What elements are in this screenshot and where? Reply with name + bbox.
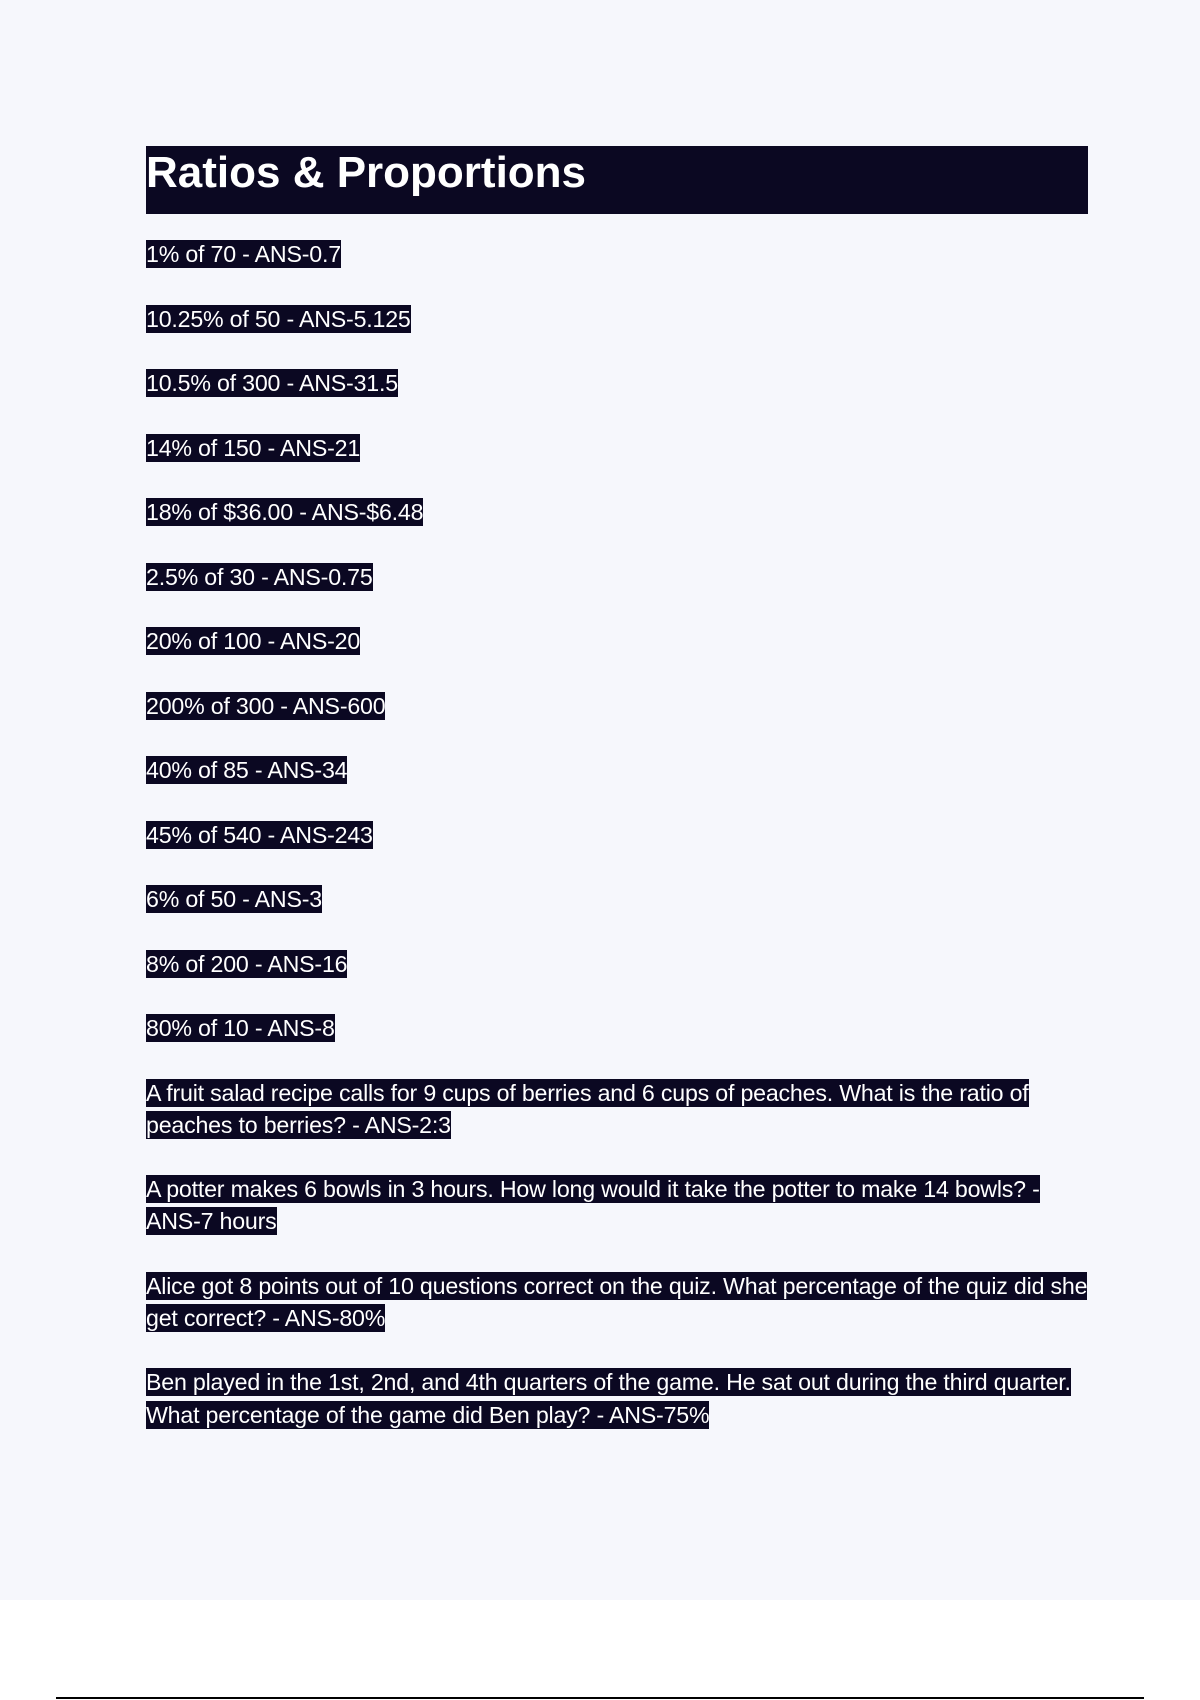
qa-item [146, 1366, 1088, 1431]
qa-text: Ben played in the 1st, 2nd, and 4th quarters of the game. He sat out during the third quarter. What percentage of the game did Ben play? - ANS-75% [146, 1369, 1071, 1428]
qa-text: 18% of $36.00 - ANS-$6.48 [146, 499, 424, 525]
qa-text: Alice got 8 points out of 10 questions correct on the quiz. What percentage of the quiz did she get correct? - ANS-80% [146, 1272, 1088, 1331]
qa-item [146, 303, 1088, 335]
qa-text: 40% of 85 - ANS-34 [146, 757, 348, 783]
qa-text: A potter makes 6 bowls in 3 hours. How long would it take the potter to make 14 bowls? - ANS-7 hours [146, 1176, 1040, 1235]
qa-text: 10.5% of 300 - ANS-31.5 [146, 370, 398, 396]
qa-text: 80% of 10 - ANS-8 [146, 1015, 335, 1041]
qa-item [146, 367, 1088, 399]
qa-item [146, 690, 1088, 722]
qa-item [146, 1012, 1088, 1044]
qa-text: 1% of 70 - ANS-0.7 [146, 241, 341, 267]
footer-divider [56, 1697, 1144, 1699]
qa-item [146, 754, 1088, 786]
qa-item [146, 432, 1088, 464]
qa-text: 2.5% of 30 - ANS-0.75 [146, 563, 373, 590]
qa-item [146, 561, 1088, 593]
document-title: Ratios & Proportions [146, 148, 587, 197]
qa-item [146, 625, 1088, 657]
qa-item [146, 496, 1088, 528]
qa-text: 20% of 100 - ANS-20 [146, 628, 361, 654]
qa-text: 200% of 300 - ANS-600 [146, 692, 386, 719]
question-answer-list [146, 238, 1088, 1463]
title-banner [146, 146, 1088, 214]
qa-text: 45% of 540 - ANS-243 [146, 821, 373, 848]
qa-item [146, 819, 1088, 851]
qa-item [146, 1173, 1088, 1238]
qa-text: 10.25% of 50 - ANS-5.125 [146, 305, 411, 332]
qa-item [146, 948, 1088, 980]
qa-item [146, 1270, 1088, 1335]
qa-text: 6% of 50 - ANS-3 [146, 886, 322, 912]
qa-item [146, 883, 1088, 915]
qa-text: 8% of 200 - ANS-16 [146, 950, 348, 977]
qa-text: A fruit salad recipe calls for 9 cups of berries and 6 cups of peaches. What is the ratio of peaches to berries? - ANS-2:3 [146, 1079, 1029, 1138]
qa-item [146, 238, 1088, 270]
qa-item [146, 1077, 1088, 1142]
qa-text: 14% of 150 - ANS-21 [146, 434, 361, 461]
